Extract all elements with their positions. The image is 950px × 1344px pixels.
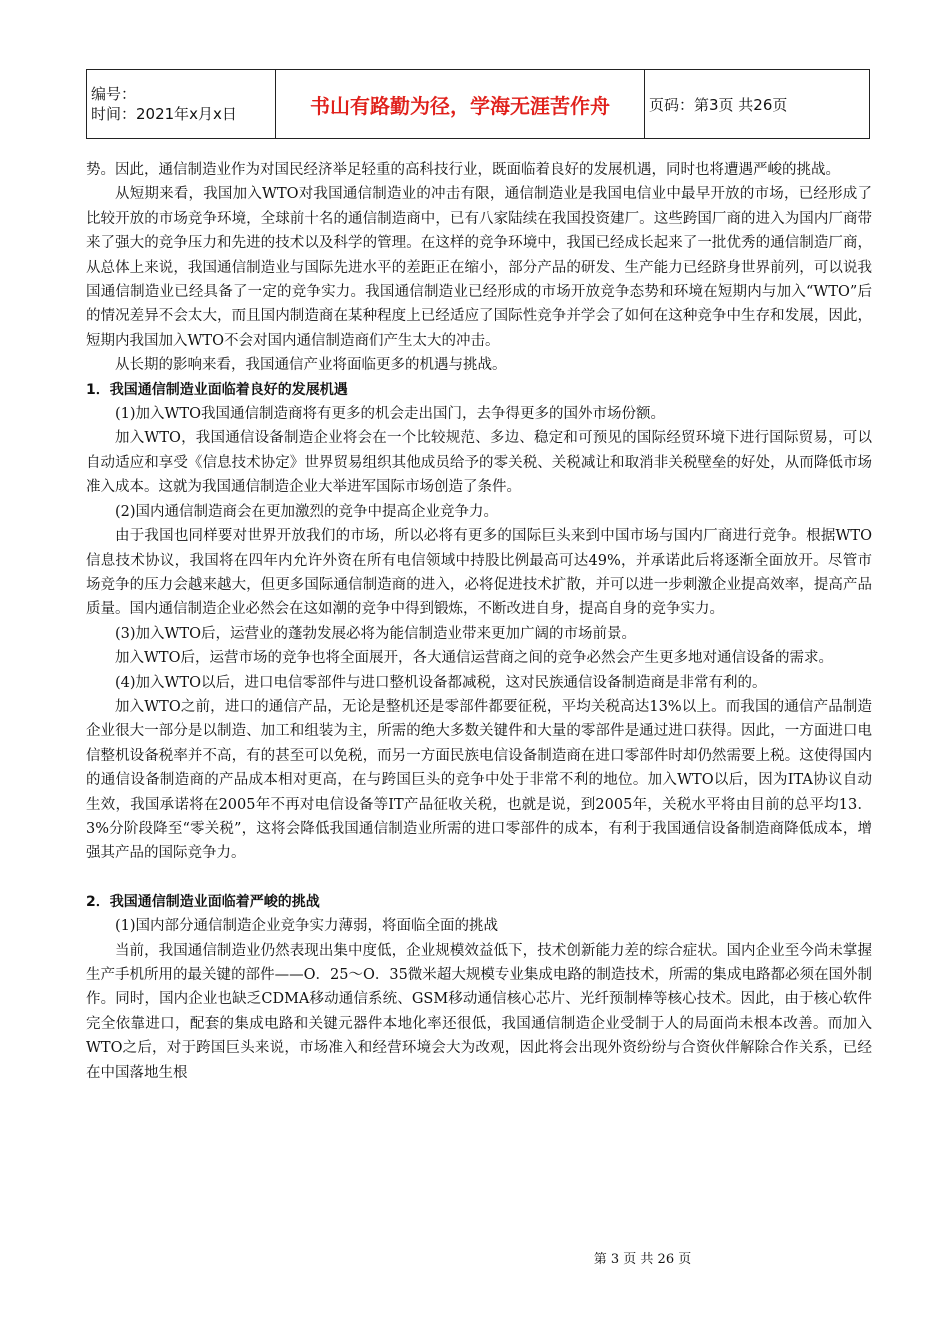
- subheading: (4)加入WTO以后，进口电信零部件与进口整机设备都减税，这对民族通信设备制造商是非常有利的。: [115, 674, 767, 691]
- spacer: [86, 866, 872, 890]
- subheading: (1)国内部分通信制造企业竞争实力薄弱，将面临全面的挑战: [115, 918, 499, 935]
- section-heading: 1．我国通信制造业面临着良好的发展机遇: [86, 381, 348, 398]
- subheading: (1)加入WTO我国通信制造商将有更多的机会走出国门，去争得更多的国外市场份额。: [115, 406, 665, 423]
- motto: 书山有路勤为径，学海无涯苦作舟: [276, 70, 645, 139]
- paragraph: 加入WTO后，运营市场的竞争也将全面展开，各大通信运营商之间的竞争必然会产生更多地对通信设备的需求。: [115, 650, 833, 667]
- section-heading: 2．我国通信制造业面临着严峻的挑战: [86, 893, 320, 910]
- paragraph: 从短期来看，我国加入WTO对我国通信制造业的冲击有限，通信制造业是我国电信业中最早开放的市场，已经形成了比较开放的市场竞争环境，全球前十名的通信制造商中，已有八家陆续在我国投资建厂。这些跨国厂商的进入为国内厂商带来了强大的竞争压力和先进的技术以及科学的管理。在这样的竞争环境中，我国已经成长起来了一批优秀的通信制造厂商，从总体上来说，我国通信制造业与国际先进水平的差距正在缩小，部分产品的研发、生产能力已经跻身世界前列，可以说我国通信制造业已经具备了一定的竞争实力。我国通信制造业已经形成的市场开放竞争态势和环境在短期内与加入“WTO”后的情况差异不会太大，而且国内制造商在某种程度上已经适应了国际性竞争并学会了如何在这种竞争中生存和发展，因此，短期内我国加入WTO不会对国内通信制造商们产生太大的冲击。: [86, 186, 872, 349]
- subheading: (2)国内通信制造商会在更加激烈的竞争中提高企业竞争力。: [115, 503, 499, 520]
- header-left-cell: [87, 70, 276, 139]
- subheading: (3)加入WTO后，运营业的蓬勃发展必将为能信制造业带来更加广阔的市场前景。: [115, 625, 636, 642]
- paragraph: 加入WTO，我国通信设备制造企业将会在一个比较规范、多边、稳定和可预见的国际经贸环境下进行国际贸易，可以自动适应和享受《信息技术协定》世界贸易组织其他成员给予的零关税、关税减让和取消非关税壁垒的好处，从而降低市场准入成本。这就为我国通信制造企业大举进军国际市场创造了条件。: [86, 430, 872, 496]
- paragraph: 当前，我国通信制造业仍然表现出集中度低，企业规模效益低下，技术创新能力差的综合症状。国内企业至今尚未掌握生产手机所用的最关键的部件——O．25～O．35微米超大规模专业集成电路的制造技术，所需的集成电路都必须在国外制作。同时，国内企业也缺乏CDMA移动通信系统、GSM移动通信核心芯片、光纤预制棒等核心技术。因此，由于核心软件完全依靠进口，配套的集成电路和关键元器件本地化率还很低，我国通信制造企业受制于人的局面尚未根本改善。而加入WTO之后，对于跨国巨头来说，市场准入和经营环境会大为改观，因此将会出现外资纷纷与合资伙伴解除合作关系，已经在中国落地生根: [86, 942, 872, 1081]
- document-body: [86, 158, 872, 1085]
- paragraph: 势。因此，通信制造业作为对国民经济举足轻重的高科技行业，既面临着良好的发展机遇，同时也将遭遇严峻的挑战。: [86, 162, 840, 178]
- paragraph: 加入WTO之前，进口的通信产品，无论是整机还是零部件都要征税，平均关税高达13%以上。而我国的通信产品制造企业很大一部分是以制造、加工和组装为主，所需的绝大多数关键件和大量的零部件是通过进口获得。因此，一方面进口电信整机设备税率并不高，有的甚至可以免税，而另一方面民族电信设备制造商在进口零部件时却仍然需要上税。这使得国内的通信设备制造商的产品成本相对更高，在与跨国巨头的竞争中处于非常不利的地位。加入WTO以后，因为ITA协议自动生效，我国承诺将在2005年不再对电信设备等IT产品征收关税，也就是说，到2005年，关税水平将由目前的总平均13．3%分阶段降至“零关税”，这将会降低我国通信制造业所需的进口零部件的成本，有利于我国通信设备制造商降低成本，增强其产品的国际竞争力。: [86, 698, 872, 862]
- date-label: 时间：2021年x月x日: [91, 105, 237, 123]
- code-label: 编号：: [91, 85, 137, 103]
- paragraph: 从长期的影响来看，我国通信产业将面临更多的机遇与挑战。: [115, 357, 507, 374]
- page-label: 页码：第3页 共26页: [645, 70, 870, 139]
- page-footer: [0, 1248, 950, 1267]
- footer-page-number: 第 3 页 共 26 页: [593, 1252, 692, 1267]
- paragraph: 由于我国也同样要对世界开放我们的市场，所以必将有更多的国际巨头来到中国市场与国内厂商进行竞争。根据WTO信息技术协议，我国将在四年内允许外资在所有电信领域中持股比例最高可达49%，并承诺此后将逐渐全面放开。尽管市场竞争的压力会越来越大，但更多国际通信制造商的进入，必将促进技术扩散，并可以进一步刺激企业提高效率，提高产品质量。国内通信制造企业必然会在这如潮的竞争中得到锻炼，不断改进自身，提高自身的竞争实力。: [86, 528, 872, 618]
- header-table: [86, 69, 870, 139]
